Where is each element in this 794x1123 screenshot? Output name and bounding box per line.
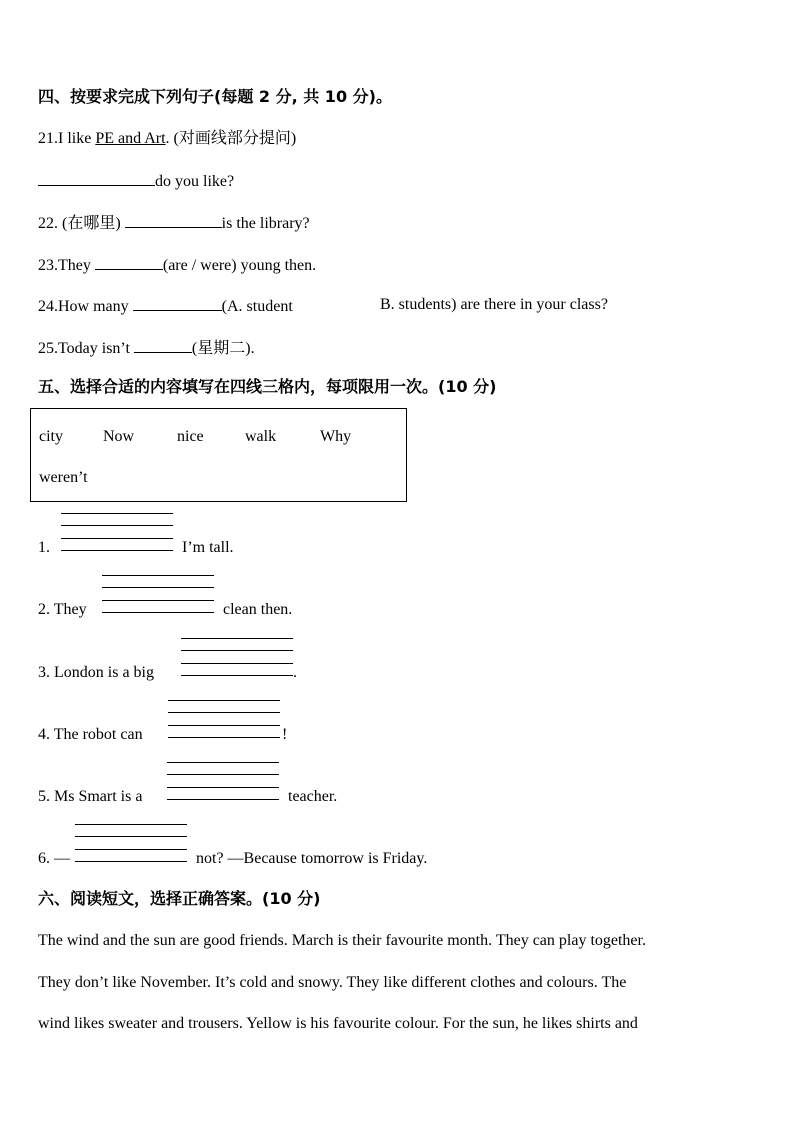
answer-blank[interactable] bbox=[125, 212, 222, 228]
question-number: 22. bbox=[38, 215, 58, 232]
question-number: 24. bbox=[38, 298, 58, 315]
answer-blank[interactable] bbox=[134, 337, 192, 353]
reading-passage-line: They don’t like November. It’s cold and snowy. They like different clothes and colours. The bbox=[38, 974, 627, 991]
section-4-heading: 四、按要求完成下列句子(每题 2 分, 共 10 分)。 bbox=[38, 87, 392, 106]
question-text: They bbox=[58, 257, 95, 274]
answer-blank[interactable] bbox=[95, 254, 163, 270]
question-text: How many bbox=[58, 298, 133, 315]
question-number: 21. bbox=[38, 130, 58, 147]
fill-item-6-suffix: not? —Because tomorrow is Friday. bbox=[196, 850, 428, 867]
fill-item-4-prefix: 4. The robot can bbox=[38, 726, 143, 743]
question-text: Today isn’t bbox=[58, 340, 134, 357]
word-bank-item: city bbox=[39, 428, 63, 445]
fill-item-1-suffix: I’m tall. bbox=[182, 539, 234, 556]
question-text: is the library? bbox=[221, 215, 310, 232]
word-bank-box bbox=[30, 408, 407, 502]
underlined-phrase: PE and Art bbox=[95, 130, 166, 147]
question-number: 23. bbox=[38, 257, 58, 274]
reading-passage-line: wind likes sweater and trousers. Yellow is his favourite colour. For the sun, he likes shirts and bbox=[38, 1015, 638, 1032]
question-number: 25. bbox=[38, 340, 58, 357]
fill-item-2-prefix: 2. They bbox=[38, 601, 87, 618]
question-instruction: . (对画线部分提问) bbox=[165, 130, 297, 147]
question-21 bbox=[38, 129, 296, 149]
question-hint: (在哪里) bbox=[62, 215, 125, 232]
word-bank-item: nice bbox=[177, 428, 204, 445]
word-bank-item: Why bbox=[320, 428, 352, 445]
fill-item-2-suffix: clean then. bbox=[223, 601, 293, 618]
question-text: do you like? bbox=[155, 173, 235, 190]
question-24 bbox=[38, 295, 293, 317]
question-21-answer-line bbox=[38, 170, 234, 192]
question-23 bbox=[38, 254, 316, 276]
fill-item-6-prefix: 6. — bbox=[38, 850, 70, 867]
answer-blank[interactable] bbox=[38, 170, 155, 186]
fill-item-3-suffix: . bbox=[293, 664, 297, 681]
fill-item-1-prefix: 1. bbox=[38, 539, 50, 556]
option-b: B. students) are there in your class? bbox=[380, 296, 608, 313]
answer-blank[interactable] bbox=[133, 295, 222, 311]
fill-item-5-suffix: teacher. bbox=[288, 788, 338, 805]
option-a: (A. student bbox=[221, 298, 293, 315]
section-6-heading: 六、阅读短文，选择正确答案。(10 分) bbox=[38, 889, 321, 908]
reading-passage-line: The wind and the sun are good friends. March is their favourite month. They can play together. bbox=[38, 932, 646, 949]
fill-item-4-suffix: ! bbox=[282, 726, 288, 743]
word-bank-item: Now bbox=[103, 428, 135, 445]
question-22 bbox=[38, 212, 310, 234]
fill-item-3-prefix: 3. London is a big bbox=[38, 664, 154, 681]
word-bank-item: weren’t bbox=[39, 469, 88, 486]
word-bank-item: walk bbox=[245, 428, 277, 445]
question-text: (are / were) young then. bbox=[162, 257, 317, 274]
question-hint: (星期二). bbox=[191, 340, 255, 357]
section-5-heading: 五、选择合适的内容填写在四线三格内，每项限用一次。(10 分) bbox=[38, 377, 497, 396]
question-25 bbox=[38, 337, 255, 359]
fill-item-5-prefix: 5. Ms Smart is a bbox=[38, 788, 143, 805]
question-text: I like bbox=[58, 130, 96, 147]
